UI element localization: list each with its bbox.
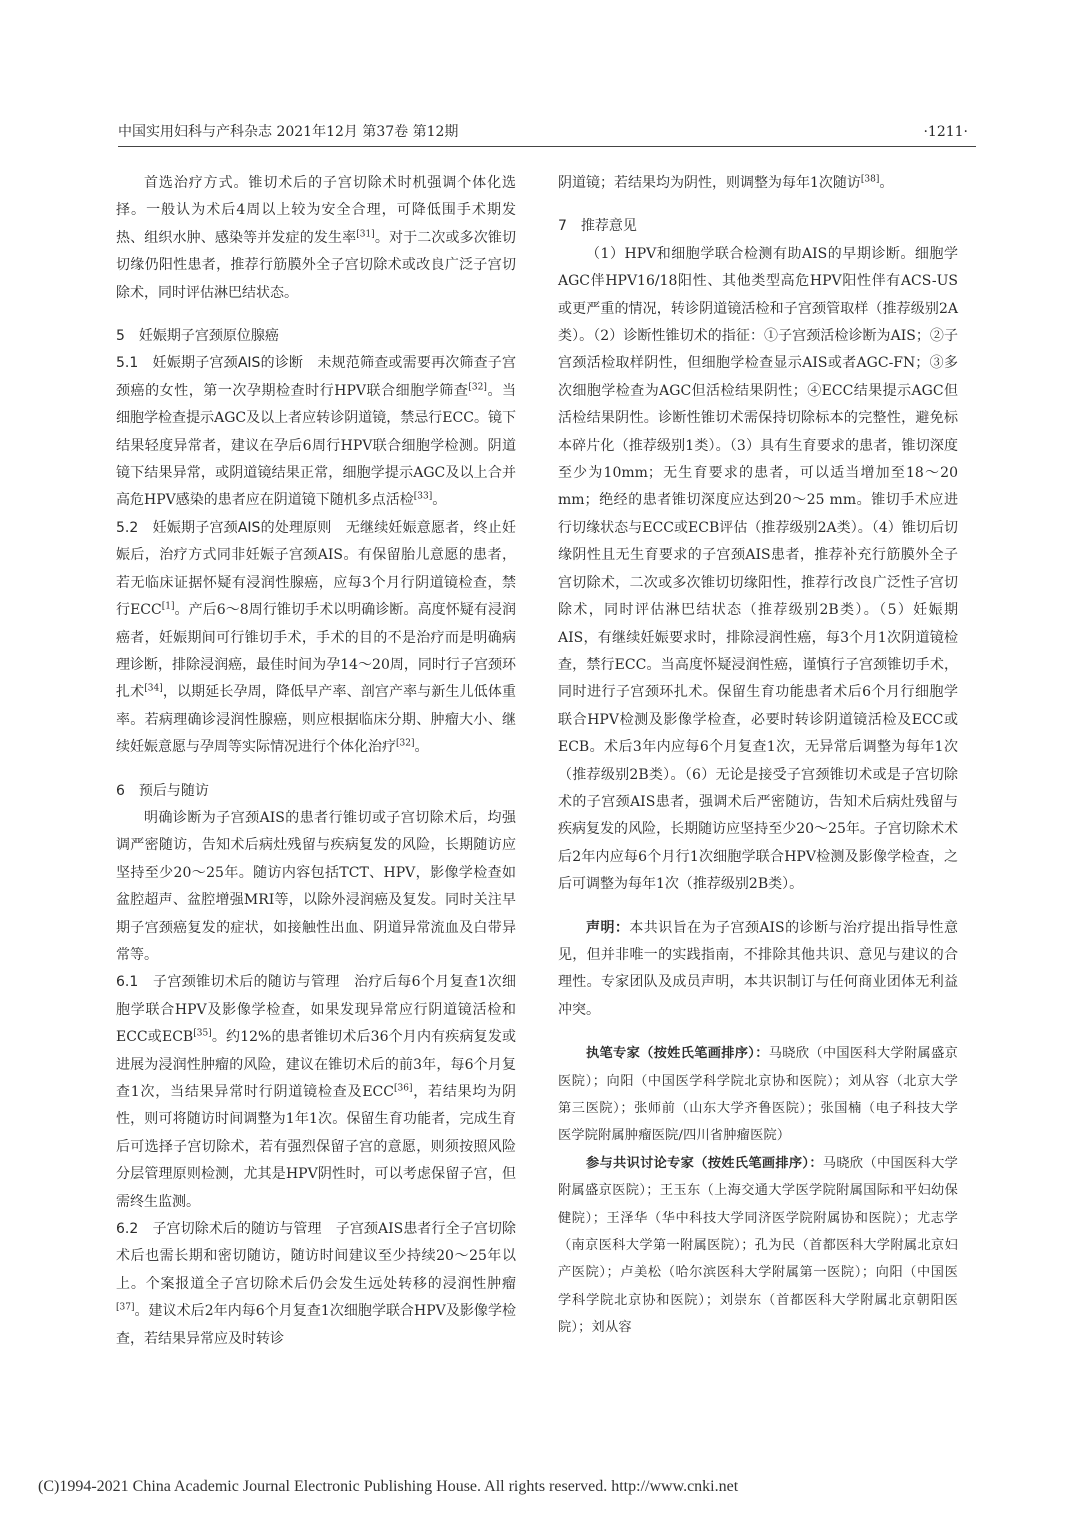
recommendations-paragraph: （1）HPV和细胞学联合检测有助AIS的早期诊断。细胞学AGC伴HPV16/18阳性、其他类型高危HPV阳性伴有ACS-US或更严重的情况，转诊阴道镜活检和子宫颈管取样（推荐级别2A类）。（2）诊断性锥切术的指征：①子宫颈活检诊断为AIS；②子宫颈活检取样阴性，但细胞学检查显示AIS或者AGC-FN；③多次细胞学检查为AGC但活检结果阴性；④ECC结果提示AGC但活检结果阴性。诊断性锥切术需保持切除标本的完整性，避免标本碎片化（推荐级别1类）。（3）具有生育要求的患者，锥切深度至少为10mm；无生育要求的患者，可以适当增加至18～20 mm；绝经的患者锥切深度应达到20～25 mm。锥切手术应进行切缘状态与ECC或ECB评估（推荐级别2A类）。（4）锥切后切缘阴性且无生育要求的子宫颈AIS患者，推荐补充行筋膜外全子宫切除术，二次或多次锥切切缘阳性，推荐行改良广泛性子宫切除术，同时评估淋巴结状态（推荐级别2B类）。（5）妊娠期AIS，有继续妊娠要求时，排除浸润性癌，每3个月1次阴道镜检查，禁行ECC。当高度怀疑浸润性癌，谨慎行子宫颈锥切手术，同时进行子宫颈环扎术。保留生育功能患者术后6个月行细胞学联合HPV检测及影像学检查，必要时转诊阴道镜活检及ECC或ECB。术后3年内应每6个月复查1次，无异常后调整为每年1次（推荐级别2B类）。（6）无论是接受子宫颈锥切术或是子宫切除术的子宫颈AIS患者，强调术后严密随访，告知术后病灶残留与疾病复发的风险，长期随访应坚持至少20～25年。子宫切除术术后2年内应每6个月行1次细胞学联合HPV检测及影像学检查，之后可调整为每年1次（推荐级别2B类）。	[558, 245, 958, 893]
subsection-5-1-title: 5.1 妊娠期子宫颈AIS的诊断	[116, 355, 304, 372]
citation[interactable]: [32]	[468, 382, 487, 393]
citation[interactable]: [33]	[413, 491, 433, 502]
paragraph-6-2: 6.2 子宫切除术后的随访与管理 子宫颈AIS患者行全子宫切除术后也需长期和密切随访，随访时间建议至少持续20～25年以上。个案报道全子宫切除术后仍会发生远处转移的浸润性肿瘤[37]。建议术后2年内每6个月复查1次细胞学联合HPV及影像学检查，若结果异常应及时转诊	[116, 1221, 517, 1347]
citation[interactable]: [35]	[193, 1028, 212, 1039]
right-column	[558, 170, 958, 1342]
citation[interactable]: [37]	[116, 1302, 135, 1313]
page-number: ·1211·	[923, 124, 968, 140]
citation[interactable]: [32]	[396, 738, 415, 749]
authors-paragraph: 执笔专家（按姓氏笔画排序）：马晓欣（中国医科大学附属盛京医院）；向阳（中国医学科学院北京协和医院）；刘从容（北京大学第三医院）；张师前（山东大学齐鲁医院）；张国楠（电子科技大学医学院附属肿瘤医院/四川省肿瘤医院）	[558, 1046, 958, 1144]
paragraph-5-2: 5.2 妊娠期子宫颈AIS的处理原则 无继续妊娠意愿者，终止妊娠后，治疗方式同非妊娠子宫颈AIS。有保留胎儿意愿的患者，若无临床证据怀疑有浸润性腺癌，应每3个月行阴道镜检查，禁行ECC[1]。产后6～8周行锥切手术以明确诊断。高度怀疑有浸润癌者，妊娠期间可行锥切手术，手术的目的不是治疗而是明确病理诊断，排除浸润癌，最佳时间为孕14～20周，同时行子宫颈环扎术[34]，以期延长孕周，降低早产率、剖宫产率与新生儿低体重率。若病理确诊浸润性腺癌，则应根据临床分期、肿瘤大小、继续妊娠意愿与孕周等实际情况进行个体化治疗[32]。	[116, 519, 517, 756]
section-6-heading: 6 预后与随访	[116, 782, 209, 799]
citation[interactable]: [34]	[144, 683, 163, 694]
paragraph-continued: 阴道镜；若结果均为阴性，则调整为每年1次随访[38]。	[558, 174, 894, 191]
section-7-heading: 7 推荐意见	[558, 218, 637, 235]
header-rule	[118, 146, 976, 147]
subsection-5-2-title: 5.2 妊娠期子宫颈AIS的处理原则	[116, 519, 332, 536]
paragraph-6-1: 6.1 子宫颈锥切术后的随访与管理 治疗后每6个月复查1次细胞学联合HPV及影像学检查，如果发现异常应行阴道镜活检和ECC或ECB[35]。约12%的患者锥切术后36个月内有疾病复发或进展为浸润性肿瘤的风险，建议在锥切术后的前3年，每6个月复查1次，当结果异常时行阴道镜检查及ECC[36]，若结果均为阴性，则可将随访时间调整为1年1次。保留生育功能者，完成生育后可选择子宫切除术，若有强烈保留子宫的意愿，则须按照风险分层管理原则检测，尤其是HPV阴性时，可以考虑保留子宫，但需终生监测。	[116, 974, 516, 1210]
participants-paragraph: 参与共识讨论专家（按姓氏笔画排序）：马晓欣（中国医科大学附属盛京医院）；王玉东（上海交通大学医学院附属国际和平妇幼保健院）；王泽华（华中科技大学同济医学院附属协和医院）；尤志学（南京医科大学第一附属医院）；孔为民（首都医科大学附属北京妇产医院）；卢美松（哈尔滨医科大学附属第一医院）；向阳（中国医学科学院北京协和医院）；刘崇东（首都医科大学附属北京朝阳医院）；刘从容	[558, 1155, 958, 1336]
copyright-footer: (C)1994-2021 China Academic Journal Electronic Publishing House. All rights reserved. http://www.cnki.net	[38, 1478, 739, 1495]
subsection-6-1-title: 6.1 子宫颈锥切术后的随访与管理	[116, 974, 340, 991]
section-5-heading: 5 妊娠期子宫颈原位腺癌	[116, 328, 279, 345]
citation[interactable]: [36]	[393, 1083, 413, 1094]
paragraph-6: 明确诊断为子宫颈AIS的患者行锥切或子宫切除术后，均强调严密随访，告知术后病灶残留与疾病复发的风险，长期随访应坚持至少20～25年。随访内容包括TCT、HPV，影像学检查如盆腔超声、盆腔增强MRI等，以除外浸润癌及复发。同时关注早期子宫颈癌复发的症状，如接触性出血、阴道异常流血及白带异常等。	[116, 809, 516, 963]
subsection-6-2-title: 6.2 子宫切除术后的随访与管理	[116, 1221, 322, 1238]
left-column	[116, 170, 516, 1353]
participants-label: 参与共识讨论专家（按姓氏笔画排序）：	[586, 1155, 823, 1171]
citation[interactable]: [1]	[161, 601, 175, 612]
paragraph-5-1: 5.1 妊娠期子宫颈AIS的诊断 未规范筛查或需要再次筛查子宫颈癌的女性，第一次孕期检查时行HPV联合细胞学筛查[32]。当细胞学检查提示AGC及以上者应转诊阴道镜，禁忌行ECC。镜下结果轻度异常者，建议在孕后6周行HPV联合细胞学检测。阴道镜下结果异常，或阴道镜结果正常，细胞学提示AGC及以上合并高危HPV感染的患者应在阴道镜下随机多点活检[33]。	[116, 355, 517, 509]
running-header	[118, 121, 968, 143]
statement-label: 声明：	[586, 919, 630, 936]
authors-label: 执笔专家（按姓氏笔画排序）：	[586, 1046, 769, 1062]
journal-title: 中国实用妇科与产科杂志 2021年12月 第37卷 第12期	[118, 124, 459, 140]
paragraph-intro: 首选治疗方式。锥切术后的子宫切除术时机强调个体化选择。一般认为术后4周以上较为安全合理，可降低围手术期发热、组织水肿、感染等并发症的发生率[31]。对于二次或多次锥切切缘仍阳性患者，推荐行筋膜外全子宫切除术或改良广泛子宫切除术，同时评估淋巴结状态。	[116, 175, 517, 301]
citation[interactable]: [38]	[860, 174, 880, 185]
citation[interactable]: [31]	[356, 229, 375, 240]
statement-paragraph: 声明：本共识旨在为子宫颈AIS的诊断与治疗提出指导性意见，但并非唯一的实践指南，不排除其他共识、意见与建议的合理性。专家团队及成员声明，本共识制订与任何商业团体无利益冲突。	[558, 919, 959, 1018]
